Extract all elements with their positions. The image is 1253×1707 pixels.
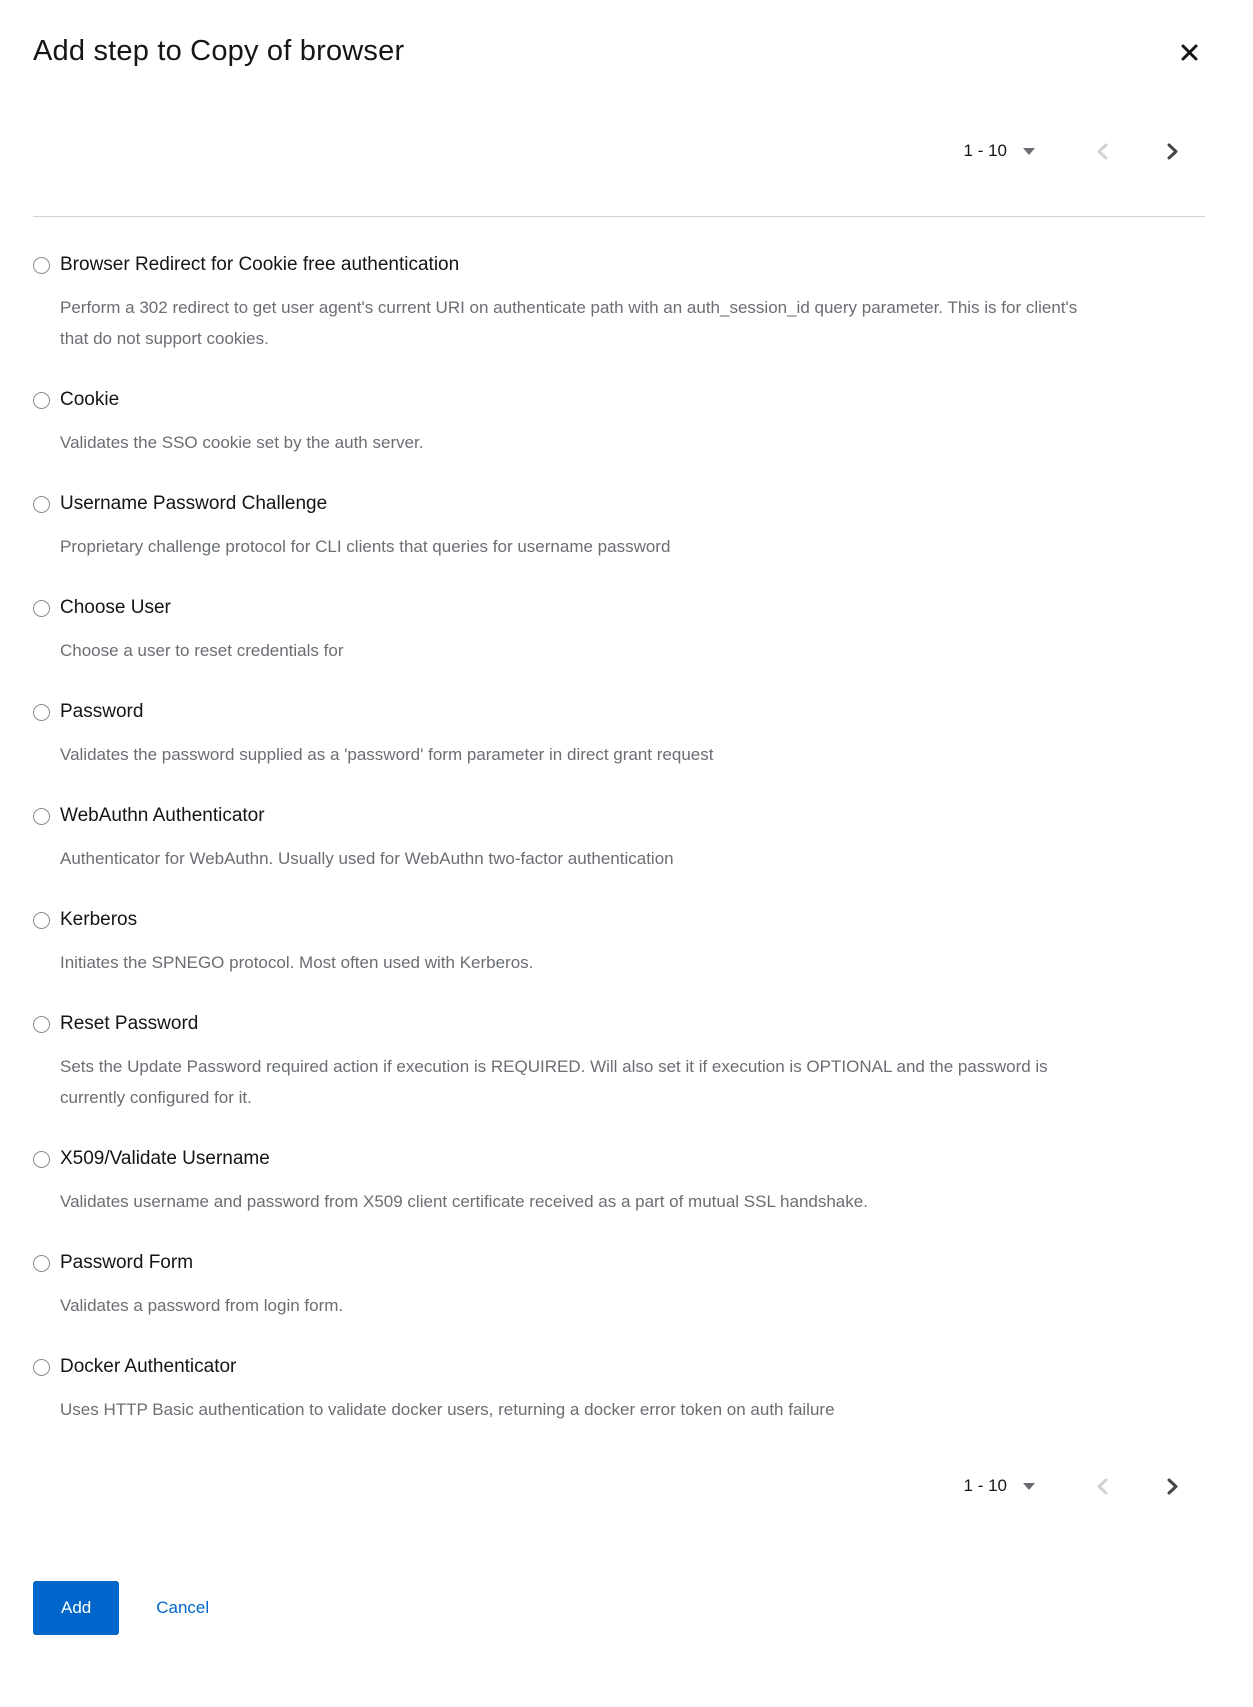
pagination-range-label: 1 - 10	[963, 141, 1007, 160]
radio-button[interactable]	[33, 704, 50, 721]
step-option	[33, 595, 1205, 666]
step-title: Cookie	[60, 389, 120, 410]
close-icon	[1180, 43, 1199, 62]
step-radio-row[interactable]	[33, 1250, 1205, 1276]
pagination-range-toggle[interactable]	[962, 1470, 1037, 1502]
step-description: Authenticator for WebAuthn. Usually used for WebAuthn two-factor authentication	[60, 849, 674, 868]
add-button[interactable]: Add	[33, 1581, 119, 1635]
chevron-right-icon	[1167, 143, 1178, 160]
modal-footer	[0, 1581, 1253, 1635]
step-title: Username Password Challenge	[60, 493, 328, 514]
cancel-button[interactable]: Cancel	[156, 1598, 210, 1617]
step-option	[33, 907, 1205, 978]
step-radio-row[interactable]	[33, 595, 1205, 621]
step-title: Password	[60, 701, 144, 722]
radio-button[interactable]	[33, 1151, 50, 1168]
radio-button[interactable]	[33, 808, 50, 825]
radio-button[interactable]	[33, 1016, 50, 1033]
chevron-left-icon	[1097, 1478, 1108, 1495]
caret-down-icon	[1023, 1483, 1035, 1490]
pagination-range-label: 1 - 10	[963, 1476, 1007, 1495]
chevron-left-icon	[1097, 143, 1108, 160]
step-radio-row[interactable]	[33, 387, 1205, 413]
step-description: Validates a password from login form.	[60, 1296, 344, 1315]
chevron-right-icon	[1167, 1478, 1178, 1495]
pagination-bottom	[0, 1468, 1253, 1504]
radio-button[interactable]	[33, 1359, 50, 1376]
pagination-next-button[interactable]	[1158, 135, 1186, 167]
step-title: Docker Authenticator	[60, 1356, 237, 1377]
radio-button[interactable]	[33, 496, 50, 513]
step-option	[33, 387, 1205, 458]
step-option	[33, 1250, 1205, 1321]
step-option	[33, 699, 1205, 770]
step-radio-row[interactable]	[33, 1354, 1205, 1380]
step-title: Browser Redirect for Cookie free authentication	[60, 254, 460, 275]
step-radio-row[interactable]	[33, 491, 1205, 517]
pagination-range-toggle[interactable]	[962, 135, 1037, 167]
step-radio-row[interactable]	[33, 1011, 1205, 1037]
radio-button[interactable]	[33, 1255, 50, 1272]
step-description: Perform a 302 redirect to get user agent's current URI on authenticate path with an auth_session_id query parameter. This is for client's that do not support cookies.	[60, 298, 1078, 348]
step-option	[33, 803, 1205, 874]
step-radio-row[interactable]	[33, 252, 1205, 278]
caret-down-icon	[1023, 148, 1035, 155]
radio-button[interactable]	[33, 392, 50, 409]
step-description: Uses HTTP Basic authentication to validate docker users, returning a docker error token on auth failure	[60, 1400, 835, 1419]
step-option	[33, 1011, 1205, 1113]
radio-button[interactable]	[33, 912, 50, 929]
step-description: Proprietary challenge protocol for CLI clients that queries for username password	[60, 537, 671, 556]
step-option	[33, 491, 1205, 562]
step-description: Initiates the SPNEGO protocol. Most often used with Kerberos.	[60, 953, 534, 972]
step-description: Validates the SSO cookie set by the auth server.	[60, 433, 424, 452]
step-option	[33, 1146, 1205, 1217]
step-title: Kerberos	[60, 909, 138, 930]
pagination-next-button[interactable]	[1158, 1470, 1186, 1502]
step-description: Choose a user to reset credentials for	[60, 641, 344, 660]
close-button[interactable]	[1174, 37, 1205, 68]
step-list	[0, 217, 1253, 1425]
step-radio-row[interactable]	[33, 907, 1205, 933]
pagination-prev-button[interactable]	[1088, 1470, 1116, 1502]
step-description: Validates username and password from X509 client certificate received as a part of mutual SSL handshake.	[60, 1192, 868, 1211]
step-radio-row[interactable]	[33, 699, 1205, 725]
step-title: X509/Validate Username	[60, 1148, 270, 1169]
step-option	[33, 1354, 1205, 1425]
step-description: Sets the Update Password required action if execution is REQUIRED. Will also set it if execution is OPTIONAL and the password is currently configured for it.	[60, 1057, 1048, 1107]
pagination-top	[0, 133, 1253, 169]
step-title: Password Form	[60, 1252, 194, 1273]
radio-button[interactable]	[33, 257, 50, 274]
pagination-prev-button[interactable]	[1088, 135, 1116, 167]
step-title: Choose User	[60, 597, 171, 618]
step-description: Validates the password supplied as a 'password' form parameter in direct grant request	[60, 745, 714, 764]
step-title: Reset Password	[60, 1013, 199, 1034]
step-radio-row[interactable]	[33, 1146, 1205, 1172]
step-option	[33, 252, 1205, 354]
radio-button[interactable]	[33, 600, 50, 617]
step-title: WebAuthn Authenticator	[60, 805, 265, 826]
step-radio-row[interactable]	[33, 803, 1205, 829]
page-title: Add step to Copy of browser	[33, 35, 405, 67]
modal-header	[0, 0, 1253, 69]
